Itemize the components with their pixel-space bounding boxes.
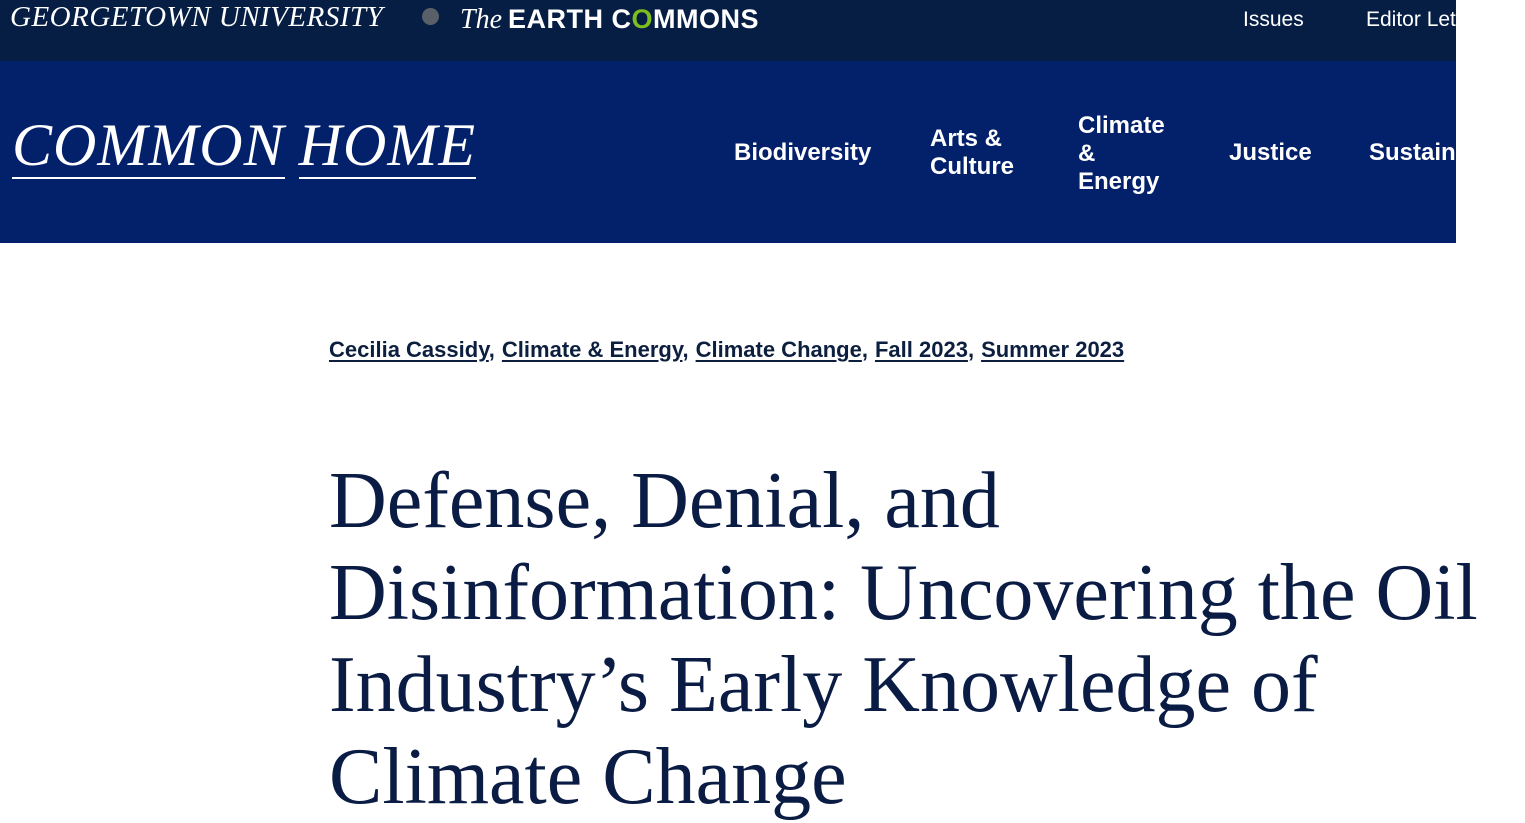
category-link-fall-2023[interactable]: Fall 2023 <box>874 337 968 362</box>
nav-climate-line1: Climate <box>1078 112 1165 139</box>
article-title-line-2: Disinformation: Uncovering the Oil <box>329 549 1478 637</box>
earth-commons-link[interactable] <box>460 2 759 41</box>
nav-climate-line2: & <box>1078 140 1096 167</box>
category-link-author[interactable]: Cecilia Cassidy <box>329 337 489 362</box>
nav-climate-line3: Energy <box>1078 168 1160 195</box>
article-title <box>329 455 1489 823</box>
earth-commons-name <box>508 4 759 34</box>
category-link-summer-2023[interactable]: Summer 2023 <box>981 337 1125 362</box>
common-home-logo[interactable] <box>12 114 476 179</box>
category-separator: , <box>488 337 495 362</box>
nav-arts-culture[interactable] <box>930 125 1014 181</box>
earth-commons-the: The <box>460 4 502 35</box>
nav-climate-energy[interactable] <box>1078 112 1165 196</box>
article-title-line-3: Industry’s Early Knowledge of <box>329 641 1318 729</box>
earth-commons-part1: EARTH C <box>508 4 632 34</box>
category-separator: , <box>682 337 689 362</box>
category-link-climate-energy[interactable]: Climate & Energy <box>501 337 683 362</box>
editor-letter-link[interactable]: Editor Letter <box>1366 8 1481 31</box>
earth-commons-accent-o: O <box>631 4 654 34</box>
earth-commons-part2: MMONS <box>653 4 760 34</box>
nav-arts-line2: Culture <box>930 153 1014 180</box>
article-title-line-1: Defense, Denial, and <box>329 457 1000 545</box>
category-separator: , <box>861 337 868 362</box>
nav-sustainability[interactable]: Sustainability <box>1369 139 1525 166</box>
category-separator: , <box>967 337 975 362</box>
nav-arts-line1: Arts & <box>930 125 1003 152</box>
site-header <box>0 61 1525 243</box>
article-title-line-4: Climate Change <box>329 733 847 821</box>
logo-word-common: COMMON <box>12 112 285 178</box>
separator-dot <box>422 8 439 25</box>
issues-link[interactable]: Issues <box>1243 8 1304 31</box>
nav-justice[interactable]: Justice <box>1229 139 1312 166</box>
article-categories <box>329 335 1124 365</box>
logo-word-home: HOME <box>298 112 476 178</box>
top-utility-bar <box>0 0 1481 61</box>
category-link-climate-change[interactable]: Climate Change <box>695 337 862 362</box>
georgetown-university-link[interactable]: GEORGETOWN UNIVERSITY <box>10 1 384 33</box>
nav-biodiversity[interactable]: Biodiversity <box>734 139 872 166</box>
